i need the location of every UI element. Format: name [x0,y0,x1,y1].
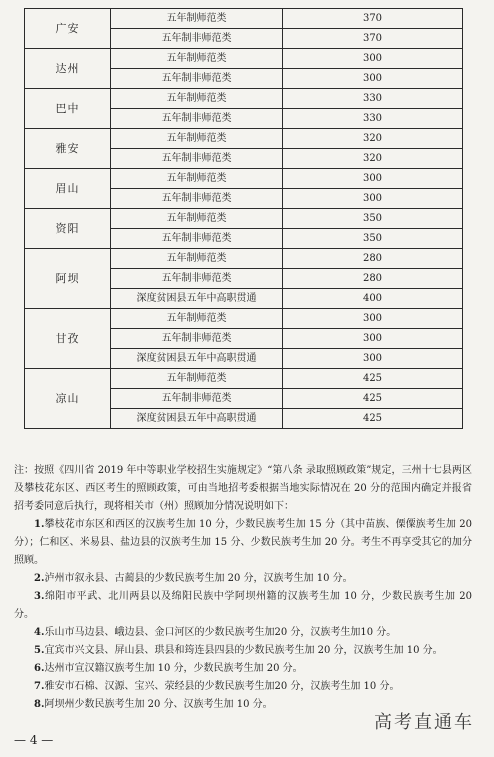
admission-score-table [24,8,463,429]
score-cell: 330 [283,109,463,129]
category-cell: 深度贫困县五年中高职贯通 [111,289,283,309]
score-cell: 400 [283,289,463,309]
score-table-body [25,9,463,429]
note-item-text: 达州市宣汉籍汉族考生加 10 分，少数民族考生加 20 分。 [44,663,303,674]
note-item [14,678,472,696]
note-item-text: 阿坝州少数民族考生加 20 分、汉族考生加 10 分。 [44,699,273,710]
note-item [14,516,472,570]
note-item-text: 绵阳市平武、北川两县以及绵阳民族中学阿坝州籍的汉族考生加 10 分，少数民族考生加 20 分。 [14,591,472,620]
note-item-number: 5. [34,645,45,656]
score-cell: 425 [283,369,463,389]
category-cell: 五年制非师范类 [111,329,283,349]
category-cell: 五年制师范类 [111,309,283,329]
category-cell: 五年制非师范类 [111,29,283,49]
category-cell: 五年制非师范类 [111,269,283,289]
category-cell: 五年制师范类 [111,249,283,269]
region-cell: 雅安 [25,129,111,169]
category-cell: 五年制师范类 [111,89,283,109]
note-item [14,588,472,624]
score-cell: 300 [283,169,463,189]
note-item-text: 攀枝花市东区和西区的汉族考生加 10 分，少数民族考生加 15 分（其中苗族、傈僳族考生加 20 分）；仁和区、米易县、盐边县的汉族考生加 15 分、少数民族考生加 20 分。考生不再享受其它的加分照顾。 [14,519,472,566]
table-row [25,309,463,329]
score-cell: 300 [283,329,463,349]
note-item-number: 3. [34,591,45,602]
category-cell: 五年制师范类 [111,369,283,389]
table-row [25,9,463,29]
note-item-text: 乐山市马边县、峨边县、金口河区的少数民族考生加20 分，汉族考生加10 分。 [44,627,397,638]
notes-items [14,516,472,714]
table-row [25,169,463,189]
score-cell: 350 [283,209,463,229]
table-row [25,89,463,109]
score-cell: 300 [283,189,463,209]
region-cell: 眉山 [25,169,111,209]
category-cell: 五年制非师范类 [111,229,283,249]
score-cell: 425 [283,389,463,409]
category-cell: 五年制非师范类 [111,189,283,209]
note-item-text: 雅安市石棉、汉源、宝兴、荥经县的少数民族考生加20 分，汉族考生加 10 分。 [44,681,400,692]
region-cell: 广安 [25,9,111,49]
score-cell: 300 [283,69,463,89]
watermark: 高考直通车 [374,712,474,733]
region-cell: 达州 [25,49,111,89]
category-cell: 深度贫困县五年中高职贯通 [111,349,283,369]
score-cell: 370 [283,29,463,49]
category-cell: 五年制师范类 [111,129,283,149]
category-cell: 五年制师范类 [111,209,283,229]
table-row [25,129,463,149]
score-cell: 350 [283,229,463,249]
category-cell: 五年制非师范类 [111,389,283,409]
page-number: — 4 — [14,733,54,747]
score-cell: 280 [283,249,463,269]
table-row [25,369,463,389]
note-item-number: 8. [34,699,45,710]
score-cell: 370 [283,9,463,29]
notes-section [14,462,472,714]
category-cell: 五年制师范类 [111,169,283,189]
score-cell: 300 [283,49,463,69]
note-item [14,570,472,588]
category-cell: 深度贫困县五年中高职贯通 [111,409,283,429]
region-cell: 阿坝 [25,249,111,309]
table-row [25,209,463,229]
table-row [25,249,463,269]
category-cell: 五年制师范类 [111,9,283,29]
score-cell: 300 [283,309,463,329]
score-cell: 300 [283,349,463,369]
note-item [14,660,472,678]
table-row [25,49,463,69]
region-cell: 巴中 [25,89,111,129]
category-cell: 五年制师范类 [111,49,283,69]
note-item-number: 2. [34,573,45,584]
score-cell: 320 [283,129,463,149]
note-item-text: 宜宾市兴文县、屏山县、珙县和筠连县四县的少数民族考生加 20 分，汉族考生加 10 分。 [44,645,443,656]
category-cell: 五年制非师范类 [111,109,283,129]
region-cell: 凉山 [25,369,111,429]
note-item-text: 泸州市叙永县、古蔺县的少数民族考生加 20 分，汉族考生加 10 分。 [44,573,353,584]
region-cell: 甘孜 [25,309,111,369]
note-item [14,624,472,642]
note-item-number: 1. [34,519,45,530]
category-cell: 五年制非师范类 [111,69,283,89]
score-cell: 280 [283,269,463,289]
score-cell: 330 [283,89,463,109]
note-item-number: 6. [34,663,45,674]
note-item-number: 4. [34,627,45,638]
region-cell: 资阳 [25,209,111,249]
note-item-number: 7. [34,681,45,692]
score-cell: 425 [283,409,463,429]
notes-lead: 注：按照《四川省 2019 年中等职业学校招生实施规定》“第八条 录取照顾政策”规定，三州十七县两区及攀枝花东区、西区考生的照顾政策，可由当地招考委根据当地实际情况在 20 分的范围内确定并报省招考委同意后执行，现将相关市（州）照顾加分情况说明如下： [14,465,472,512]
note-item [14,642,472,660]
score-cell: 320 [283,149,463,169]
category-cell: 五年制非师范类 [111,149,283,169]
